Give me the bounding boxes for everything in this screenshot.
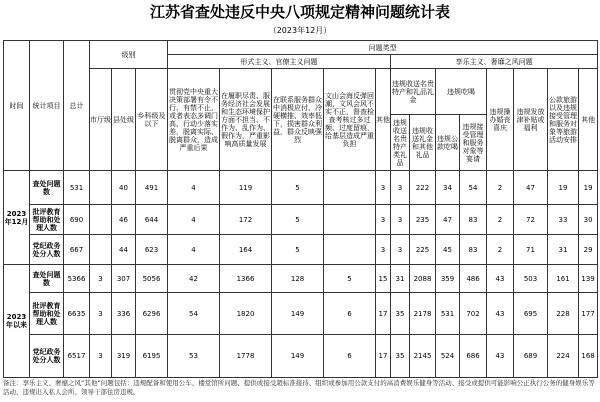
cell-eat-b: 83 [460,235,487,265]
cell-formalism-2: 1778 [220,335,272,378]
cell-level-county: 46 [112,205,136,235]
header-time: 时间 [4,41,30,171]
cell-eat-b: 686 [460,335,487,378]
cell-formalism-2: 1820 [220,293,272,335]
cell-total: 667 [64,235,90,265]
cell-travel: 224 [548,335,579,378]
cell-busy: 2 [487,235,514,265]
header-busy: 违规操办婚丧喜庆 [487,69,514,171]
cell-level-county: 307 [112,265,136,293]
cell-gift-a: 35 [391,293,410,335]
cell-level-town: 623 [136,235,168,265]
cell-gift-a: 3 [391,171,410,205]
cell-level-city: 3 [90,265,112,293]
row-item-label: 查处问题数 [30,265,64,293]
stats-table [3,40,598,378]
cell-level-county: 336 [112,293,136,335]
cell-level-county: 319 [112,335,136,378]
header-allowance: 违规发放津补贴或福利 [514,69,548,171]
cell-eat-a: 45 [436,235,460,265]
cell-level-city [90,205,112,235]
cell-total: 531 [64,171,90,205]
cell-eat-a: 47 [436,205,460,235]
cell-formalism-2: 164 [220,235,272,265]
cell-formalism-1: 53 [168,335,220,378]
header-problem-type: 问题类型 [168,41,598,55]
header-level: 级别 [90,41,168,69]
cell-eat-a: 531 [436,293,460,335]
header-gift: 违规收送名贵特产和礼品礼金 [391,69,436,115]
row-item-label: 党纪政务处分人数 [30,335,64,378]
cell-gift-a: 3 [391,235,410,265]
header-eat-b: 违规接受管理和服务对象等宴请 [460,115,487,171]
cell-formalism-2: 172 [220,205,272,235]
cell-allowance: 47 [514,171,548,205]
cell-gift-b: 225 [410,235,436,265]
cell-eat-b: 702 [460,293,487,335]
cell-level-city: 3 [90,293,112,335]
header-formalism-2: 在履职尽责、服务经济社会发展和生态环境保护方面不担当、不作为、乱作为、假作为，严重影响高质量发展 [220,69,272,171]
cell-gift-b: 2178 [410,293,436,335]
cell-hedonism-other: 177 [579,293,598,335]
cell-total: 6517 [64,335,90,378]
cell-formalism-3: 149 [272,335,324,378]
cell-travel: 31 [548,235,579,265]
cell-gift-a: 31 [391,265,410,293]
header-travel: 公款旅游以及违规接受管理和服务对象等旅游活动安排 [548,69,579,171]
header-level-county: 县处级 [112,69,136,171]
cell-formalism-3: 5 [272,171,324,205]
header-formalism-other: 其他 [376,69,391,171]
page-subtitle: （2023年12月） [268,26,332,35]
header-eat-a: 违规公款吃喝 [436,115,460,171]
header-item: 统计项目 [30,41,64,171]
cell-busy: 43 [487,265,514,293]
cell-busy: 2 [487,205,514,235]
cell-hedonism-other: 168 [579,335,598,378]
cell-formalism-other: 17 [376,293,391,335]
cell-eat-a: 524 [436,335,460,378]
cell-allowance: 695 [514,293,548,335]
cell-travel: 19 [548,171,579,205]
header-gift-a: 违规收送名贵特产类礼品 [391,115,410,171]
cell-gift-b: 235 [410,205,436,235]
cell-formalism-1: 4 [168,235,220,265]
cell-hedonism-other: 139 [579,265,598,293]
cell-gift-b: 2145 [410,335,436,378]
cell-formalism-other: 17 [376,335,391,378]
cell-formalism-1: 54 [168,293,220,335]
cell-busy: 43 [487,335,514,378]
cell-allowance: 71 [514,235,548,265]
cell-level-city [90,171,112,205]
header-gift-b: 违规收送礼金和其他礼品 [410,115,436,171]
header-formalism-4: 文山会海反弹回潮，文风会风不实不正，督查检查考核过多过频、过度留痕，给基层造成严重负担 [324,69,376,171]
cell-formalism-4 [324,205,376,235]
cell-level-town: 6296 [136,293,168,335]
cell-hedonism-other: 30 [579,205,598,235]
cell-formalism-other: 15 [376,265,391,293]
cell-total: 5366 [64,265,90,293]
cell-eat-a: 34 [436,171,460,205]
cell-hedonism-other: 19 [579,171,598,205]
cell-allowance: 72 [514,205,548,235]
cell-eat-b: 83 [460,205,487,235]
cell-eat-a: 359 [436,265,460,293]
cell-formalism-1: 4 [168,171,220,205]
cell-formalism-other: 3 [376,171,391,205]
cell-gift-a: 3 [391,205,410,235]
page-title: 江苏省查处违反中央八项规定精神问题统计表 [149,3,450,21]
cell-formalism-2: 1366 [220,265,272,293]
cell-busy: 43 [487,293,514,335]
cell-gift-a: 35 [391,335,410,378]
cell-formalism-4 [324,171,376,205]
header-formalism-1: 贯彻党中央重大决策部署有令不行、有禁不止，或者表态多调门高、行动少落实差，脱离实际、脱离群众，造成严重后果 [168,69,220,171]
header-eat: 违规吃喝 [436,69,487,115]
cell-travel: 228 [548,293,579,335]
cell-level-city [90,235,112,265]
cell-eat-b: 486 [460,265,487,293]
cell-formalism-3: 149 [272,293,324,335]
cell-formalism-3: 5 [272,235,324,265]
row-item-label: 查处问题数 [30,171,64,205]
cell-allowance: 503 [514,265,548,293]
cell-formalism-3: 128 [272,265,324,293]
cell-formalism-3: 5 [272,205,324,235]
cell-total: 690 [64,205,90,235]
cell-formalism-4: 6 [324,293,376,335]
header-formalism: 形式主义、官僚主义问题 [168,55,391,69]
cell-formalism-1: 4 [168,205,220,235]
cell-level-county: 44 [112,235,136,265]
cell-gift-b: 2088 [410,265,436,293]
header-hedonism: 享乐主义、奢靡之风问题 [391,55,598,69]
cell-formalism-other: 3 [376,235,391,265]
header-hedonism-other: 其他 [579,69,598,171]
cell-busy: 2 [487,171,514,205]
row-item-label: 批评教育帮助和处理人数 [30,205,64,235]
cell-total: 6635 [64,293,90,335]
header-level-town: 乡科级及以下 [136,69,168,171]
cell-level-county: 40 [112,171,136,205]
cell-formalism-other: 3 [376,205,391,235]
cell-formalism-2: 119 [220,171,272,205]
cell-level-city: 3 [90,335,112,378]
cell-travel: 33 [548,205,579,235]
header-total: 总计 [64,41,90,171]
period-label: 2023年以来 [4,265,30,378]
cell-formalism-4 [324,235,376,265]
header-level-city: 市厅级 [90,69,112,171]
footnote: 备注：享乐主义、奢靡之风“其他”问题包括：违规配备和使用公车、楼堂馆所问题、提供或接受超标准接待、组织或参加用公款支付的高消费娱乐健身等活动、接受或提供可能影响公正执行公务的健身娱乐等活动、违规出入私人会所、领导干部住房违规。 [3,379,595,396]
cell-allowance: 689 [514,335,548,378]
header-formalism-3: 在联系服务群众中消极应付、冷硬横推、效率低下，损害群众利益，群众反映强烈 [272,69,324,171]
cell-formalism-4: 5 [324,265,376,293]
cell-hedonism-other: 29 [579,235,598,265]
cell-level-town: 6195 [136,335,168,378]
cell-travel: 161 [548,265,579,293]
cell-formalism-1: 42 [168,265,220,293]
row-item-label: 批评教育帮助和处理人数 [30,293,64,335]
period-label: 2023年12月 [4,171,30,265]
cell-level-town: 644 [136,205,168,235]
cell-level-town: 491 [136,171,168,205]
cell-formalism-4: 6 [324,335,376,378]
cell-eat-b: 54 [460,171,487,205]
cell-level-town: 5056 [136,265,168,293]
row-item-label: 党纪政务处分人数 [30,235,64,265]
cell-gift-b: 222 [410,171,436,205]
